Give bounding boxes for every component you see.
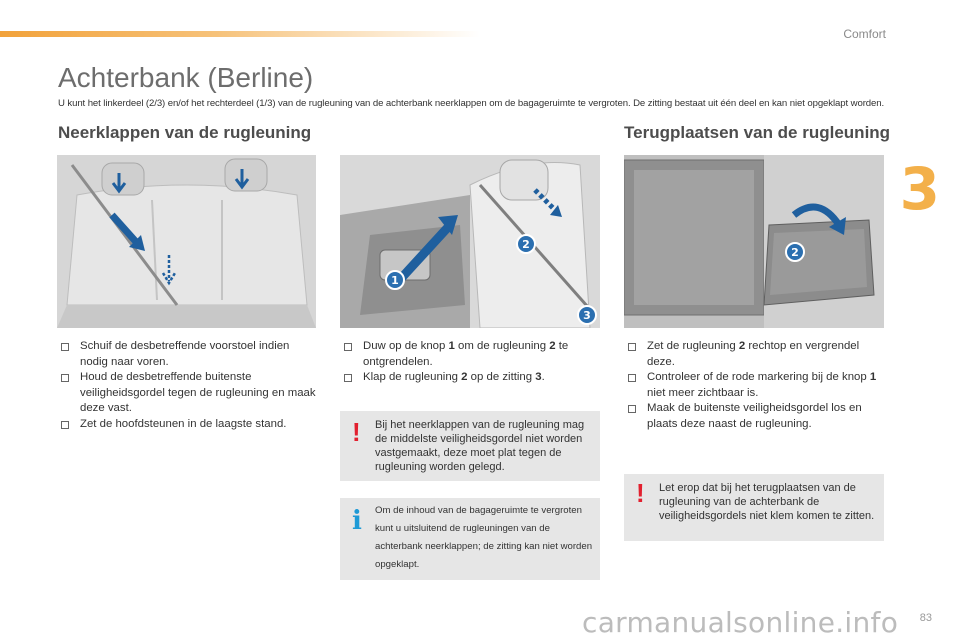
- intro-text: U kunt het linkerdeel (2/3) en/of het rechterdeel (1/3) van de rugleuning van de achterbank neerklappen om de bagageruimte te vergroten. De zitting bestaat uit één deel en kan niet opgeklapt worden.: [58, 98, 885, 109]
- warning-note-fold: [340, 411, 600, 481]
- checkbox-bullet-icon: [61, 421, 69, 429]
- list-item: Controleer of de rode markering bij de knop 1 niet meer zichtbaar is.: [625, 370, 883, 401]
- page-title: Achterbank (Berline): [58, 62, 314, 93]
- watermark: carmanualsonline.info: [582, 606, 899, 639]
- release-steps: [341, 339, 599, 386]
- rear-seat-photo: [57, 155, 316, 328]
- warning-text: Let erop dat bij het terugplaatsen van de rugleuning van de achterbank de veiligheidsgordels niet klem komen te zitten.: [659, 482, 875, 522]
- exclamation-warning-icon: !: [636, 478, 645, 508]
- list-item: Klap de rugleuning 2 op de zitting 3.: [341, 370, 599, 386]
- checkbox-bullet-icon: [344, 343, 352, 351]
- header-accent-bar: [0, 31, 480, 37]
- warning-note-restore: [624, 474, 884, 541]
- checkbox-bullet-icon: [628, 374, 636, 382]
- svg-text:1: 1: [391, 274, 399, 287]
- list-item: Schuif de desbetreffende voorstoel indien nodig naar voren.: [58, 339, 316, 370]
- heading-restore: Terugplaatsen van de rugleuning: [624, 123, 891, 142]
- heading-fold-down: Neerklappen van de rugleuning: [58, 123, 312, 142]
- boot-interior-photo: [624, 155, 884, 328]
- exclamation-warning-icon: !: [352, 417, 361, 447]
- info-icon: i: [352, 506, 362, 536]
- warning-text: Bij het neerklappen van de rugleuning mag de middelste veiligheidsgordel niet worden vastgemaakt, deze moet plat tegen de rugleuning worden gelegd.: [375, 419, 585, 473]
- restore-steps: [625, 339, 883, 432]
- svg-text:2: 2: [522, 238, 530, 251]
- svg-text:2: 2: [791, 246, 799, 259]
- checkbox-bullet-icon: [61, 374, 69, 382]
- info-text: Om de inhoud van de bagageruimte te vergroten kunt u uitsluitend de rugleuningen van de achterbank neerklappen; de zitting kan niet worden opgeklapt.: [375, 505, 593, 570]
- section-label: Comfort: [843, 27, 886, 41]
- checkbox-bullet-icon: [628, 405, 636, 413]
- list-item: Maak de buitenste veiligheidsgordel los en plaats deze naast de rugleuning.: [625, 401, 883, 432]
- svg-text:3: 3: [583, 309, 591, 322]
- checkbox-bullet-icon: [628, 343, 636, 351]
- checkbox-bullet-icon: [61, 343, 69, 351]
- page-number: 83: [919, 612, 932, 624]
- list-item: Duw op de knop 1 om de rugleuning 2 te ontgrendelen.: [341, 339, 599, 370]
- info-note: [340, 498, 600, 580]
- list-item: Zet de rugleuning 2 rechtop en vergrendel deze.: [625, 339, 883, 370]
- chapter-number: 3: [899, 155, 940, 223]
- checkbox-bullet-icon: [344, 374, 352, 382]
- release-button-photo: [340, 155, 600, 328]
- list-item: Zet de hoofdsteunen in de laagste stand.: [58, 417, 316, 433]
- list-item: Houd de desbetreffende buitenste veiligheidsgordel tegen de rugleuning en maak deze vast.: [58, 370, 316, 417]
- fold-down-steps: [58, 339, 316, 432]
